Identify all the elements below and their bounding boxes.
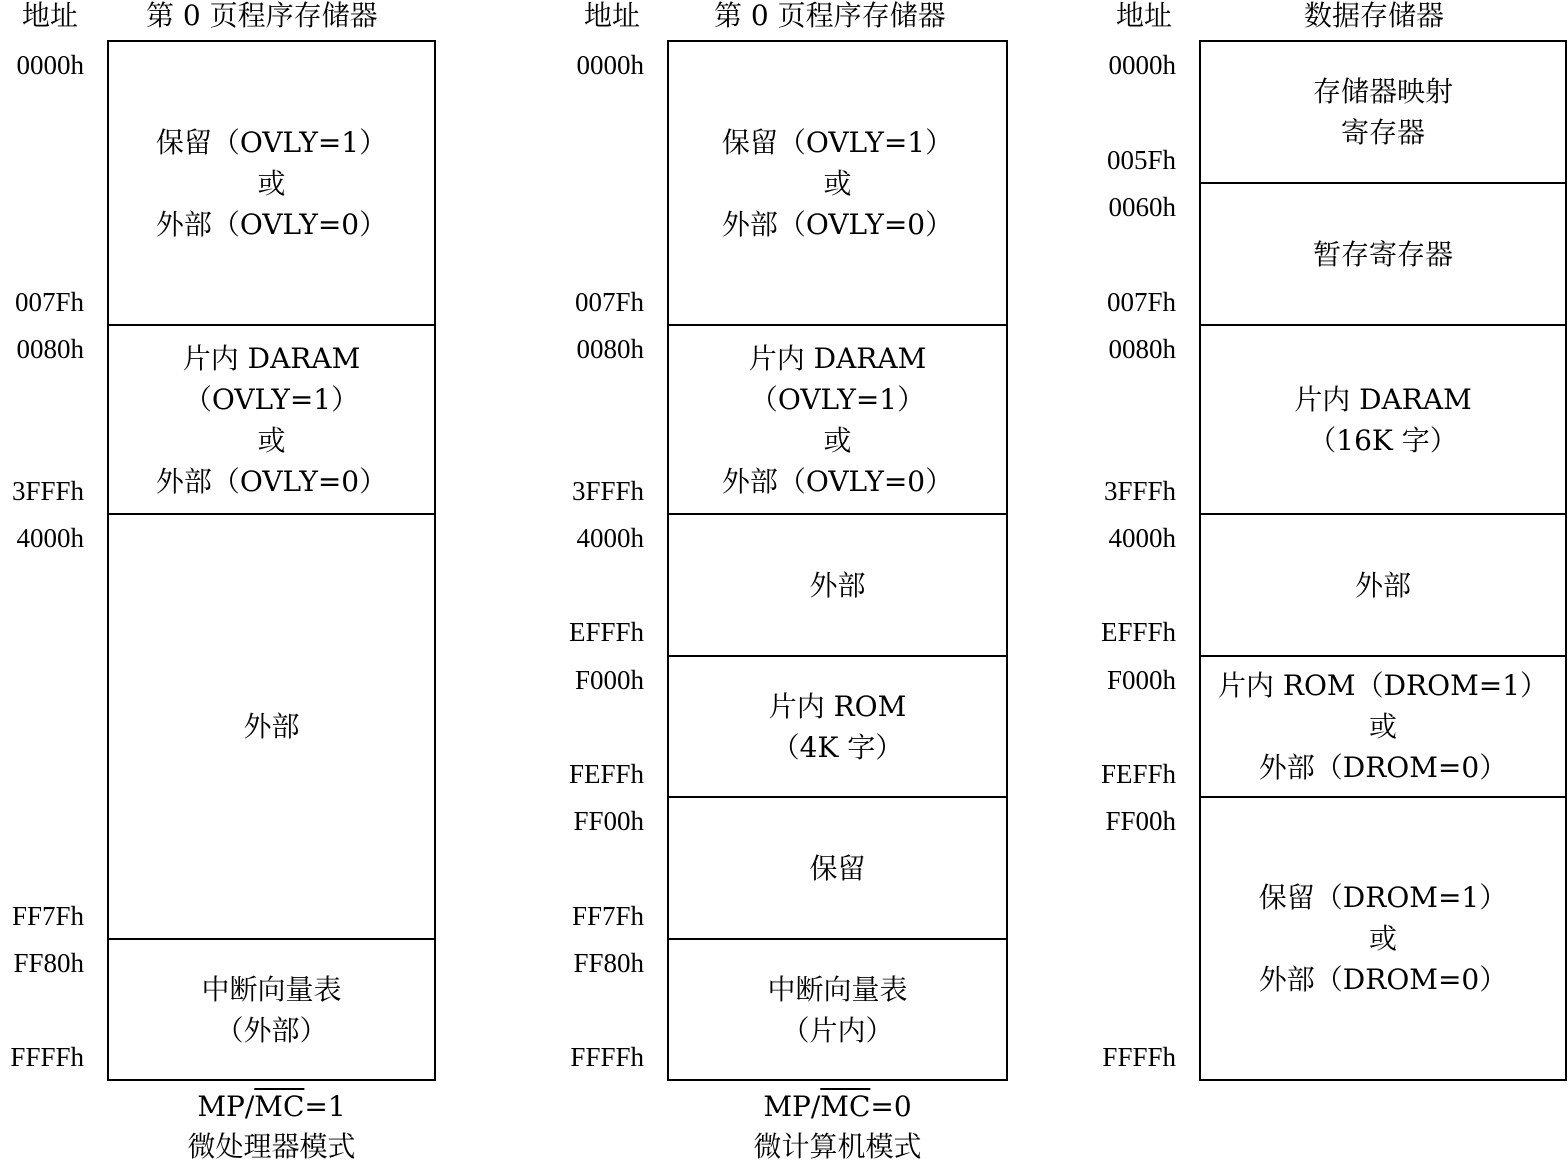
address-label: 0080h — [16, 334, 84, 364]
memory-block — [107, 513, 436, 940]
address-label: FFFFh — [1102, 1042, 1176, 1072]
program-memory-header-2: 第 0 页程序存储器 — [714, 0, 946, 32]
memory-block — [667, 938, 1008, 1081]
memory-block — [107, 40, 436, 326]
address-label: FF80h — [13, 948, 84, 978]
block-label: 外部 — [809, 568, 866, 602]
mc-overline: $\overline{MC}$ — [254, 1090, 305, 1123]
block-label: 中断向量表 （外部） — [201, 972, 342, 1047]
mp-mc-setting: $MP/\overline{MC}=0$ — [763, 1090, 912, 1123]
block-label: 保留（DROM=1） 或 外部（DROM=0） — [1258, 881, 1508, 996]
address-header-2: 地址 — [584, 0, 641, 32]
address-label: 3FFFh — [1103, 476, 1176, 506]
memory-block — [667, 655, 1008, 798]
address-label: 0080h — [576, 334, 644, 364]
data-memory-header: 数据存储器 — [1304, 0, 1445, 32]
address-label: FEFFh — [1100, 759, 1176, 789]
address-label: 4000h — [576, 523, 644, 553]
address-label: FF80h — [573, 948, 644, 978]
address-label: 4000h — [16, 523, 84, 553]
memory-block — [667, 513, 1008, 657]
address-label: 0000h — [16, 50, 84, 80]
mp-mc-setting: $MP/\overline{MC}=1$ — [197, 1090, 346, 1123]
address-label: F000h — [574, 665, 644, 695]
block-label: 片内 DARAM （OVLY=1） 或 外部（OVLY=0） — [721, 341, 954, 498]
mode-footer-1 — [107, 1087, 436, 1167]
address-label: 005Fh — [1106, 145, 1176, 175]
block-label: 保留（OVLY=1） 或 外部（OVLY=0） — [155, 125, 388, 241]
mode-name: 微计算机模式 — [753, 1130, 922, 1163]
memory-block — [667, 796, 1008, 940]
program-memory-map-microprocessor — [107, 40, 436, 1081]
program-memory-header-1: 第 0 页程序存储器 — [146, 0, 378, 32]
block-label: 存储器映射 寄存器 — [1312, 75, 1453, 149]
block-label: 片内 DARAM （OVLY=1） 或 外部（OVLY=0） — [155, 341, 388, 498]
mode-footer-2 — [667, 1087, 1008, 1167]
block-label: 片内 ROM（DROM=1） 或 外部（DROM=0） — [1217, 669, 1549, 784]
memory-block — [107, 938, 436, 1081]
address-label: 0000h — [576, 50, 644, 80]
address-label: FEFFh — [568, 759, 644, 789]
address-label: FF7Fh — [571, 901, 644, 931]
memory-block — [667, 40, 1008, 326]
block-label: 外部 — [1354, 568, 1411, 602]
address-label: 007Fh — [574, 287, 644, 317]
address-label: 007Fh — [14, 287, 84, 317]
address-label: 007Fh — [1106, 287, 1176, 317]
block-label: 片内 DARAM （16K 字） — [1294, 382, 1472, 457]
memory-block — [1199, 40, 1567, 184]
memory-block — [1199, 324, 1567, 515]
address-label: 4000h — [1108, 523, 1176, 553]
address-label: FFFFh — [10, 1042, 84, 1072]
memory-block — [1199, 796, 1567, 1081]
memory-block — [107, 324, 436, 515]
memory-block — [1199, 655, 1567, 798]
address-label: F000h — [1106, 665, 1176, 695]
address-label: EFFFh — [568, 617, 644, 647]
address-label: 0080h — [1108, 334, 1176, 364]
memory-block — [1199, 182, 1567, 326]
address-label: 3FFFh — [11, 476, 84, 506]
memory-block — [667, 324, 1008, 515]
address-label: 0000h — [1108, 50, 1176, 80]
address-header-3: 地址 — [1116, 0, 1173, 32]
mc-overline: $\overline{MC}$ — [820, 1090, 871, 1123]
program-memory-map-microcomputer — [667, 40, 1008, 1081]
block-label: 保留 — [809, 851, 866, 885]
address-label: FFFFh — [570, 1042, 644, 1072]
address-label: 0060h — [1108, 192, 1176, 222]
address-label: FF00h — [1105, 806, 1176, 836]
block-label: 片内 ROM （4K 字） — [768, 689, 907, 764]
address-label: EFFFh — [1100, 617, 1176, 647]
address-label: FF00h — [573, 806, 644, 836]
block-label: 暂存寄存器 — [1312, 237, 1453, 271]
address-header-1: 地址 — [22, 0, 79, 32]
block-label: 外部 — [243, 710, 300, 743]
data-memory-map — [1199, 40, 1567, 1081]
block-label: 保留（OVLY=1） 或 外部（OVLY=0） — [721, 125, 954, 241]
mode-name: 微处理器模式 — [187, 1130, 356, 1163]
block-label: 中断向量表 （片内） — [767, 972, 908, 1047]
address-label: 3FFFh — [571, 476, 644, 506]
address-label: FF7Fh — [11, 901, 84, 931]
memory-block — [1199, 513, 1567, 657]
